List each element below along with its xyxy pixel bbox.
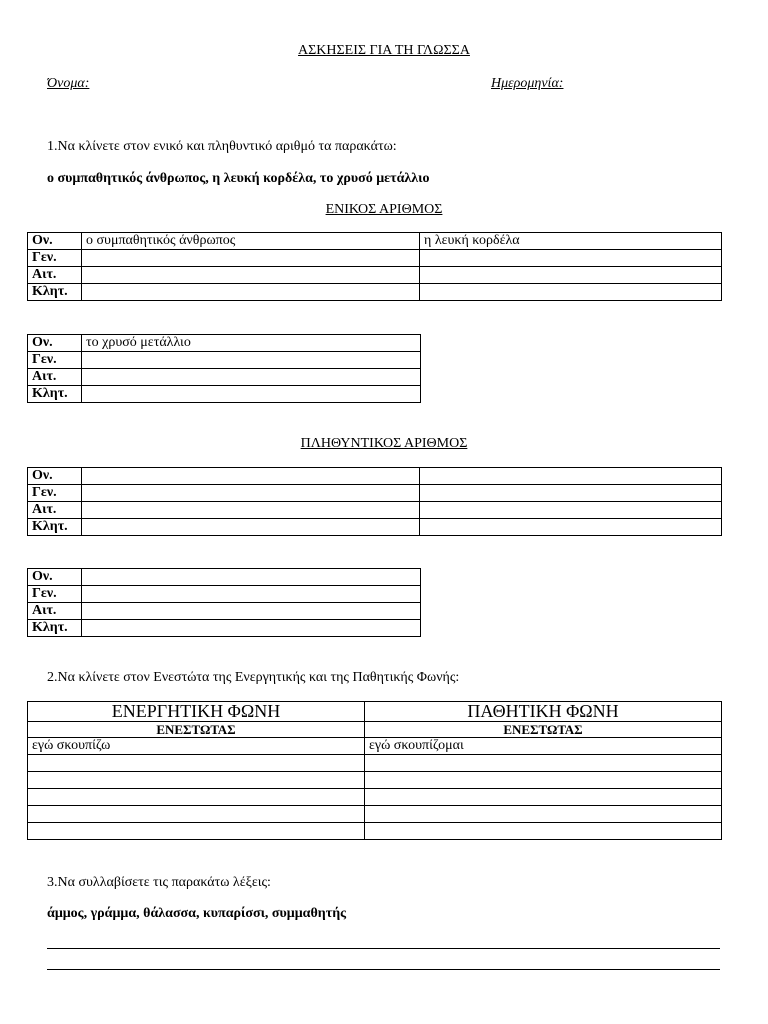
table-cell: το χρυσό μετάλλιο — [82, 335, 421, 352]
table-cell — [82, 352, 421, 369]
case-label: Γεν. — [28, 352, 82, 369]
answer-line — [47, 948, 720, 949]
case-label: Γεν. — [28, 485, 82, 502]
table-row — [28, 772, 722, 789]
table-cell: εγώ σκουπίζομαι — [365, 738, 722, 755]
table-row — [28, 789, 722, 806]
case-label: Κλητ. — [28, 284, 82, 301]
table-cell — [82, 369, 421, 386]
table-row — [28, 335, 421, 352]
table-row — [28, 386, 421, 403]
table-cell — [365, 755, 722, 772]
date-label: Ημερομηνία: — [491, 76, 564, 91]
table-row — [28, 603, 421, 620]
table-cell — [82, 519, 420, 536]
table-row — [28, 468, 722, 485]
case-label: Ον. — [28, 468, 82, 485]
voice-table — [27, 701, 722, 840]
table-cell — [82, 267, 420, 284]
table-row — [28, 233, 722, 250]
table-cell — [365, 823, 722, 840]
answer-line — [47, 969, 720, 970]
name-label: Όνομα: — [47, 76, 90, 91]
table-row — [28, 755, 722, 772]
case-label: Ον. — [28, 335, 82, 352]
table-row — [28, 620, 421, 637]
table-row — [28, 284, 722, 301]
table-cell: ο συμπαθητικός άνθρωπος — [82, 233, 420, 250]
plural-table-2 — [27, 568, 421, 637]
case-label: Γεν. — [28, 586, 82, 603]
table-cell — [365, 772, 722, 789]
table-cell — [28, 806, 365, 823]
table-cell — [420, 485, 722, 502]
plural-table-1 — [27, 467, 722, 536]
table-row — [28, 806, 722, 823]
exercise1-words: ο συμπαθητικός άνθρωπος, η λευκή κορδέλα, το χρυσό μετάλλιο — [47, 171, 430, 186]
table-row — [28, 823, 722, 840]
tense-label: ΕΝΕΣΤΩΤΑΣ — [28, 722, 365, 738]
table-cell: η λευκή κορδέλα — [420, 233, 722, 250]
exercise3-words: άμμος, γράμμα, θάλασσα, κυπαρίσσι, συμμαθητής — [47, 906, 347, 921]
table-cell — [420, 284, 722, 301]
exercise2-prompt: 2.Να κλίνετε στον Ενεστώτα της Ενεργητικής και της Παθητικής Φωνής: — [47, 670, 460, 685]
table-row — [28, 352, 421, 369]
active-voice-heading: ΕΝΕΡΓΗΤΙΚΗ ΦΩΝΗ — [28, 702, 365, 722]
table-row — [28, 738, 722, 755]
passive-voice-heading: ΠΑΘΗΤΙΚΗ ΦΩΝΗ — [365, 702, 722, 722]
table-cell — [365, 806, 722, 823]
tense-label: ΕΝΕΣΤΩΤΑΣ — [365, 722, 722, 738]
table-cell — [28, 755, 365, 772]
exercise3-prompt: 3.Να συλλαβίσετε τις παρακάτω λέξεις: — [47, 875, 271, 890]
case-label: Ον. — [28, 569, 82, 586]
case-label: Ον. — [28, 233, 82, 250]
table-cell — [82, 502, 420, 519]
case-label: Αιτ. — [28, 267, 82, 284]
table-cell — [82, 620, 421, 637]
table-cell — [420, 519, 722, 536]
table-cell — [420, 250, 722, 267]
table-row — [28, 519, 722, 536]
case-label: Γεν. — [28, 250, 82, 267]
table-cell — [28, 789, 365, 806]
table-row — [28, 267, 722, 284]
case-label: Αιτ. — [28, 369, 82, 386]
table-row — [28, 586, 421, 603]
table-cell — [82, 586, 421, 603]
table-cell — [420, 267, 722, 284]
table-row — [28, 722, 722, 738]
table-row — [28, 502, 722, 519]
table-row — [28, 569, 421, 586]
case-label: Αιτ. — [28, 502, 82, 519]
table-row — [28, 250, 722, 267]
singular-table-2 — [27, 334, 421, 403]
table-cell — [365, 789, 722, 806]
case-label: Αιτ. — [28, 603, 82, 620]
table-cell — [82, 603, 421, 620]
plural-heading: ΠΛΗΘΥΝΤΙΚΟΣ ΑΡΙΘΜΟΣ — [300, 436, 468, 451]
table-row — [28, 369, 421, 386]
exercise1-prompt: 1.Να κλίνετε στον ενικό και πληθυντικό αριθμό τα παρακάτω: — [47, 139, 397, 154]
case-label: Κλητ. — [28, 620, 82, 637]
table-cell — [420, 468, 722, 485]
singular-table-1 — [27, 232, 722, 301]
table-row — [28, 485, 722, 502]
table-cell — [82, 569, 421, 586]
table-cell — [28, 772, 365, 789]
table-cell — [82, 485, 420, 502]
table-cell — [420, 502, 722, 519]
table-cell — [82, 468, 420, 485]
table-cell: εγώ σκουπίζω — [28, 738, 365, 755]
table-cell — [28, 823, 365, 840]
case-label: Κλητ. — [28, 386, 82, 403]
table-cell — [82, 250, 420, 267]
table-row — [28, 702, 722, 722]
singular-heading: ΕΝΙΚΟΣ ΑΡΙΘΜΟΣ — [325, 202, 443, 217]
table-cell — [82, 386, 421, 403]
case-label: Κλητ. — [28, 519, 82, 536]
page-title: ΑΣΚΗΣΕΙΣ ΓΙΑ ΤΗ ΓΛΩΣΣΑ — [298, 43, 470, 58]
table-cell — [82, 284, 420, 301]
